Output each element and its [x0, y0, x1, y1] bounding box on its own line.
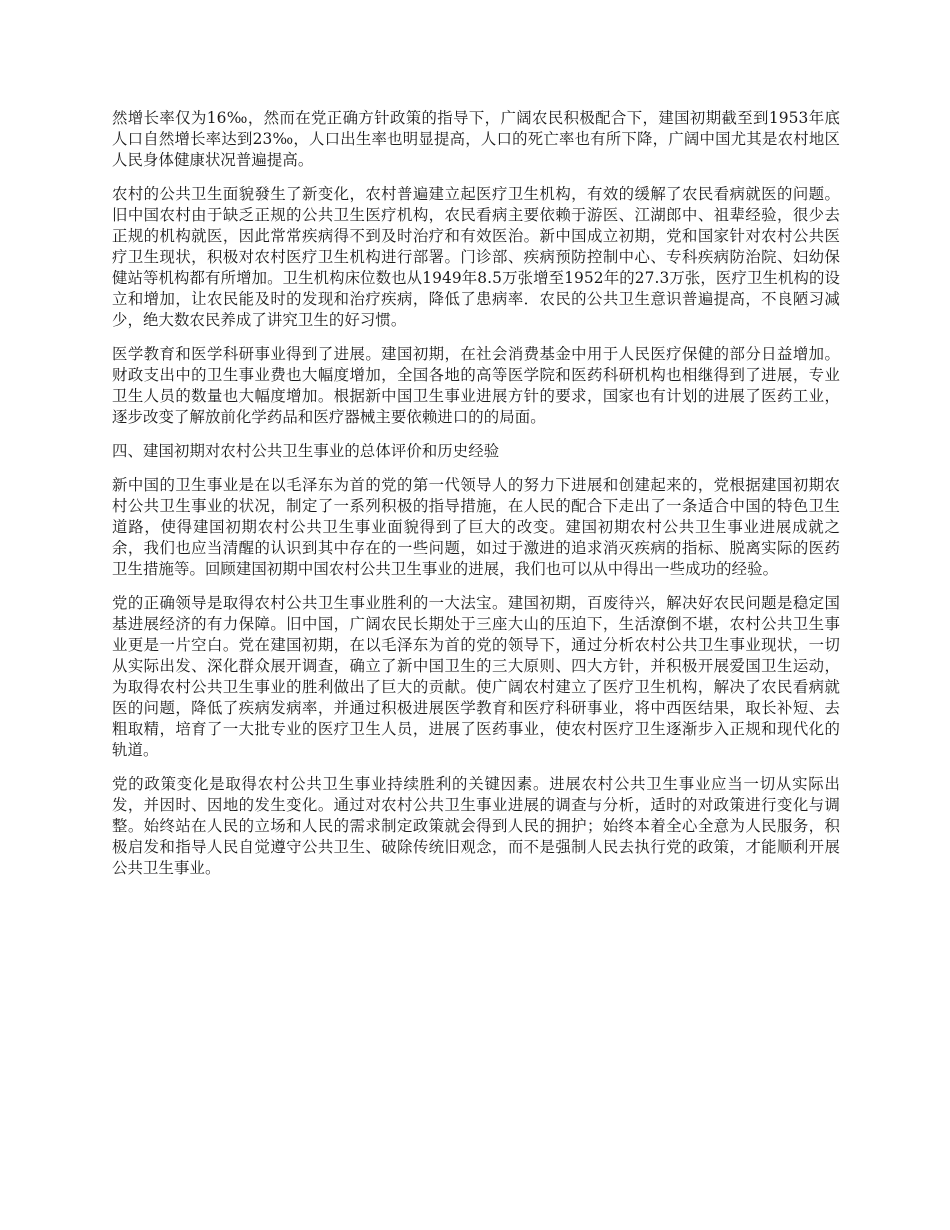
paragraph-overall-evaluation: 新中国的卫生事业是在以毛泽东为首的党的第一代领导人的努力下进展和创建起来的，党根据建国初期农村公共卫生事业的状况，制定了一系列积极的指导措施，在人民的配合下走出了一条适合中国的特色卫生道路，使得建国初期农村公共卫生事业面貌得到了巨大的改变。建国初期农村公共卫生事业进展成就之余，我们也应当清醒的认识到其中存在的一些问题，如过于激进的追求消灭疾病的指标、脱离实际的医药卫生措施等。回顾建国初期中国农村公共卫生事业的进展，我们也可以从中得出一些成功的经验。 [112, 476, 840, 578]
paragraph-policy-change: 党的政策变化是取得农村公共卫生事业持续胜利的关键因素。进展农村公共卫生事业应当一切从实际出发，并因时、因地的发生变化。通过对农村公共卫生事业进展的调查与分析，适时的对政策进行变化与调整。始终站在人民的立场和人民的需求制定政策就会得到人民的拥护；始终本着全心全意为人民服务，积极启发和指导人民自觉遵守公共卫生、破除传统旧观念，而不是强制人民去执行党的政策，才能顺利开展公共卫生事业。 [112, 775, 840, 877]
paragraph-medical-education: 医学教育和医学科研事业得到了进展。建国初期，在社会消费基金中用于人民医疗保健的部分日益增加。财政支出中的卫生事业费也大幅度增加，全国各地的高等医学院和医药科研机构也相继得到了进展，专业卫生人员的数量也大幅度增加。根据新中国卫生事业进展方针的要求，国家也有计划的进展了医药工业，逐步改变了解放前化学药品和医疗器械主要依赖进口的的局面。 [112, 345, 840, 426]
paragraph-rural-health-institutions: 农村的公共卫生面貌發生了新变化，农村普遍建立起医疗卫生机构，有效的缓解了农民看病就医的问题。旧中国农村由于缺乏正规的公共卫生医疗机构，农民看病主要依赖于游医、江湖郎中、祖辈经验，很少去正规的机构就医，因此常常疾病得不到及时治疗和有效医治。新中国成立初期，党和国家针对农村公共医疗卫生现状，积极对农村医疗卫生机构进行部署。门诊部、疾病预防控制中心、专科疾病防治院、妇幼保健站等机构都有所增加。卫生机构床位数也从1949年8.5万张增至1952年的27.3万张，医疗卫生机构的设立和增加，让农民能及时的发现和治疗疾病，降低了患病率．农民的公共卫生意识普遍提高，不良陋习减少，绝大数农民养成了讲究卫生的好习惯。 [112, 185, 840, 329]
paragraph-population-growth: 然增长率仅为16‰，然而在党正确方针政策的指导下，广阔农民积极配合下，建国初期截至到1953年底人口自然增长率达到23‰，人口出生率也明显提高，人口的死亡率也有所下降，广阔中国尤其是农村地区人民身体健康状况普遍提高。 [112, 109, 840, 169]
section-heading: 四、建国初期对农村公共卫生事业的总体评价和历史经验 [112, 442, 500, 460]
document-page [112, 108, 840, 892]
paragraph-party-leadership: 党的正确领导是取得农村公共卫生事业胜利的一大法宝。建国初期，百废待兴，解决好农民问题是稳定国基进展经济的有力保障。旧中国，广阔农民长期处于三座大山的压迫下，生活潦倒不堪，农村公共卫生事业更是一片空白。党在建国初期，在以毛泽东为首的党的领导下，通过分析农村公共卫生事业现状，一切从实际出发、深化群众展开调查，确立了新中国卫生的三大原则、四大方针，并积极开展爱国卫生运动，为取得农村公共卫生事业的胜利做出了巨大的贡献。使广阔农村建立了医疗卫生机构，解决了农民看病就医的问题，降低了疾病发病率，并通过积极进展医学教育和医疗科研事业，将中西医结果，取长补短、去粗取精，培育了一大批专业的医疗卫生人员，进展了医药事业，使农村医疗卫生逐渐步入正规和现代化的轨道。 [112, 594, 840, 759]
